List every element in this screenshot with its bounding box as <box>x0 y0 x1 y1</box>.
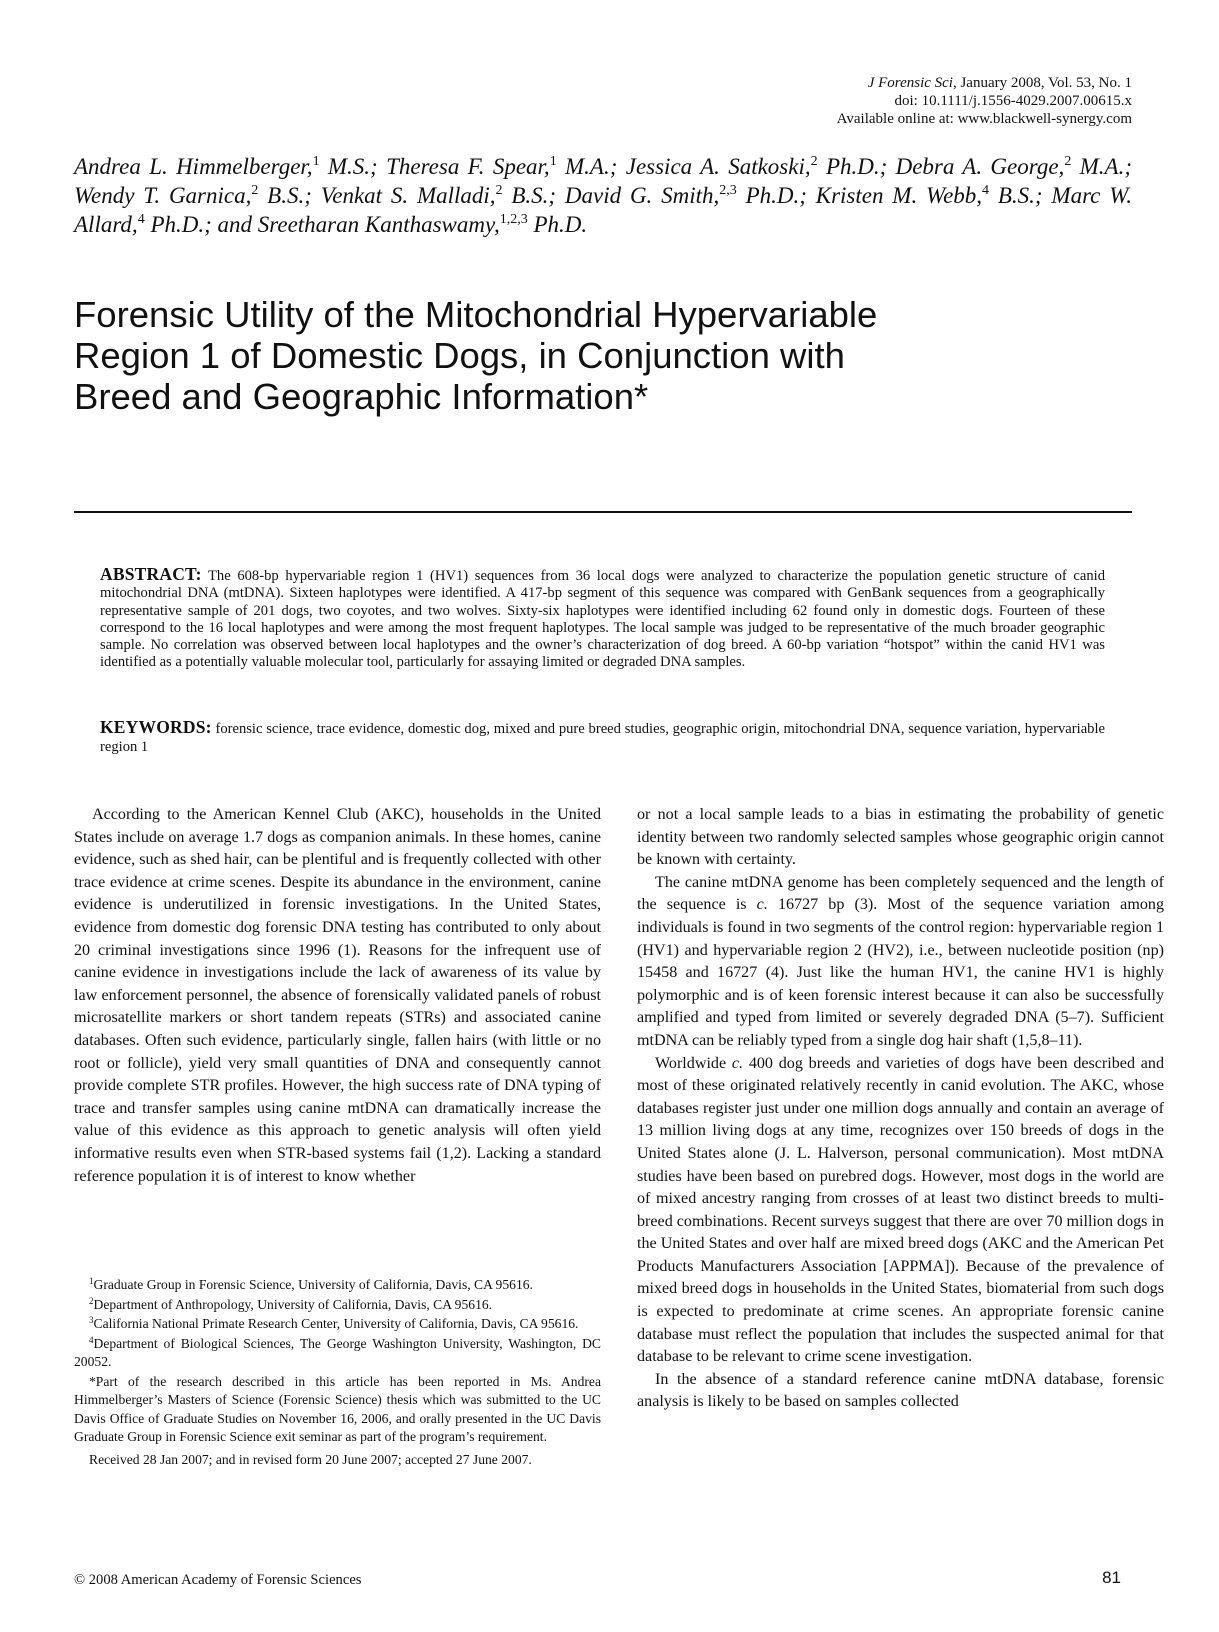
keywords-label: KEYWORDS: <box>100 717 212 737</box>
abstract <box>100 566 1105 672</box>
journal-name: J Forensic Sci, <box>867 75 957 91</box>
body-paragraph: According to the American Kennel Club (AKC), households in the United States include on average 1.7 dogs as companion animals. In these homes, canine evidence, such as shed hair, can be plentiful and is frequently collected with other trace evidence at crime scenes. Despite its abundance in the environment, canine evidence is underutilized in forensic investigations. In the United States, evidence from domestic dog forensic DNA testing has contributed to only about 20 criminal investigations since 1996 (1). Reasons for the infrequent use of canine evidence in investigations include the lack of awareness of its value by law enforcement personnel, the absence of forensically validated panels of robust microsatellite markers or short tandem repeats (STRs) and associated canine databases. Often such evidence, particularly single, fallen hairs (with little or no root or follicle), yield very small quantities of DNA and consequently cannot provide complete STR profiles. However, the high success rate of DNA typing of trace and transfer samples using canine mtDNA can dramatically increase the value of this evidence as this approach to genetic analysis will often yield informative results even when STR-based systems fail (1,2). Lacking a standard reference population it is of interest to know whether <box>74 806 601 1185</box>
page-number: 81 <box>1102 1568 1121 1587</box>
footnote-thesis: *Part of the research described in this article has been reported in Ms. Andrea Himmelberger’s Masters of Science (Forensic Science) thesis which was submitted to the UC Davis Office of Graduate Studies on November 16, 2006, and orally presented in the UC Davis Graduate Group in Forensic Science exit seminar as part of the program’s requirement. <box>74 1373 601 1444</box>
keywords-text: forensic science, trace evidence, domestic dog, mixed and pure breed studies, geographic origin, mitochondrial DNA, sequence variation, hypervariable region 1 <box>100 721 1105 755</box>
article-title: Forensic Utility of the Mitochondrial Hypervariable Region 1 of Domestic Dogs, in Conjunction with Breed and Geographic Information* <box>74 294 878 417</box>
author: Andrea L. Himmelberger,$^1$ M.S.; <box>74 154 378 179</box>
journal-header <box>837 74 1132 128</box>
footnotes <box>74 1276 601 1470</box>
author: Venkat S. Malladi,$^2$ B.S.; <box>320 183 557 208</box>
author: Kristen M. Webb,$^4$ B.S.; <box>815 183 1043 208</box>
author: Wendy T. Garnica,$^2$ B.S.; <box>74 183 312 208</box>
received-dates: Received 28 Jan 2007; and in revised form 20 June 2007; accepted 27 June 2007. <box>89 1451 532 1467</box>
author: Debra A. George,$^2$ M.A.; <box>895 154 1133 179</box>
journal-citation <box>837 74 1132 92</box>
author: Sreetharan Kanthaswamy,$^{1,2,3}$ Ph.D. <box>257 212 588 237</box>
footnote-affiliation: $^2$Department of Anthropology, University of California, Davis, CA 95616. <box>89 1295 493 1312</box>
journal-doi: doi: 10.1111/j.1556-4029.2007.00615.x <box>894 93 1132 109</box>
keywords <box>100 718 1105 756</box>
author: Marc W. Allard,$^4$ Ph.D.; and <box>74 183 1133 237</box>
title-divider <box>74 511 1132 513</box>
abstract-text: The 608-bp hypervariable region 1 (HV1) sequences from 36 local dogs were analyzed to characterize the population genetic structure of canid mitochondrial DNA (mtDNA). Sixteen haplotypes were identified. A 417-bp segment of this sequence was compared with GenBank sequences from a geographically representative sample of 201 dogs, two coyotes, and two wolves. Sixty-six haplotypes were identified including 62 found only in domestic dogs. Fourteen of these correspond to the 16 local haplotypes and were among the most frequent haplotypes. The local sample was judged to be representative of the much broader geographic sample. No correlation was observed between local haplotypes and the owner’s characterization of dog breed. A 60-bp variation “hotspot” within the canid HV1 was identified as a potentially valuable molecular tool, particularly for assaying limited or degraded DNA samples. <box>100 568 1105 671</box>
abstract-label: ABSTRACT: <box>100 564 202 584</box>
footnote-affiliation: $^3$California National Primate Research Center, University of California, Davis, CA 95616. <box>89 1315 579 1331</box>
copyright: © 2008 American Academy of Forensic Sciences <box>74 1572 362 1588</box>
body-column-right <box>637 804 1164 1414</box>
body-paragraph: The canine mtDNA genome has been completely sequenced and the length of the sequence is c. 16727 bp (3). Most of the sequence variation among individuals is found in two segments of the control region: hypervariable region 1 (HV1) and hypervariable region 2 (HV2), i.e., between nucleotide position (np) 15458 and 16727 (4). Just like the human HV1, the canine HV1 is highly polymorphic and is of keen forensic interest because it can also be successfully amplified and typed from limited or severely degraded DNA (5–7). Sufficient mtDNA can be reliably typed from a single dog hair shaft (1,5,8–11). <box>637 873 1164 1049</box>
author-list <box>74 152 1132 239</box>
author: Theresa F. Spear,$^1$ M.A.; <box>386 154 618 179</box>
author: David G. Smith,$^{2,3}$ Ph.D.; <box>564 183 807 208</box>
footnote-affiliation: $^1$Graduate Group in Forensic Science, University of California, Davis, CA 95616. <box>89 1276 533 1292</box>
body-paragraph: Worldwide c. 400 dog breeds and varieties of dogs have been described and most of these originated relatively recently in canid evolution. The AKC, whose databases register just under one million dogs annually and contain an average of 13 million living dogs at any time, recognizes over 150 breeds of dogs in the United States alone (J. L. Halverson, personal communication). Most mtDNA studies have been based on purebred dogs. However, most dogs in the world are of mixed ancestry ranging from crosses of at least two distinct breeds to multi-breed combinations. Recent surveys suggest that there are over 70 million dogs in the United States and over half are mixed breed dogs (AKC and the American Pet Products Manufacturers Association [APPMA]). Because of the prevalence of mixed breed dogs in households in the United States, biomaterial from such dogs is expected to predominate at crime scenes. An appropriate forensic canine database must reflect the population that includes the suspected animal for that database to be relevant to crime scene investigation. <box>637 1054 1165 1366</box>
journal-issue: January 2008, Vol. 53, No. 1 <box>956 75 1132 91</box>
author: Jessica A. Satkoski,$^2$ Ph.D.; <box>625 154 888 179</box>
body-paragraph: or not a local sample leads to a bias in estimating the probability of genetic identity between two randomly selected samples whose geographic origin cannot be known with certainty. <box>637 806 1164 869</box>
body-paragraph: In the absence of a standard reference canine mtDNA database, forensic analysis is likely to be based on samples collected <box>637 1370 1164 1411</box>
journal-online-link: Available online at: www.blackwell-synergy.com <box>836 111 1132 127</box>
body-column-left <box>74 804 601 1188</box>
footnote-affiliation: $^4$Department of Biological Sciences, The George Washington University, Washington, DC 20052. <box>74 1334 601 1369</box>
